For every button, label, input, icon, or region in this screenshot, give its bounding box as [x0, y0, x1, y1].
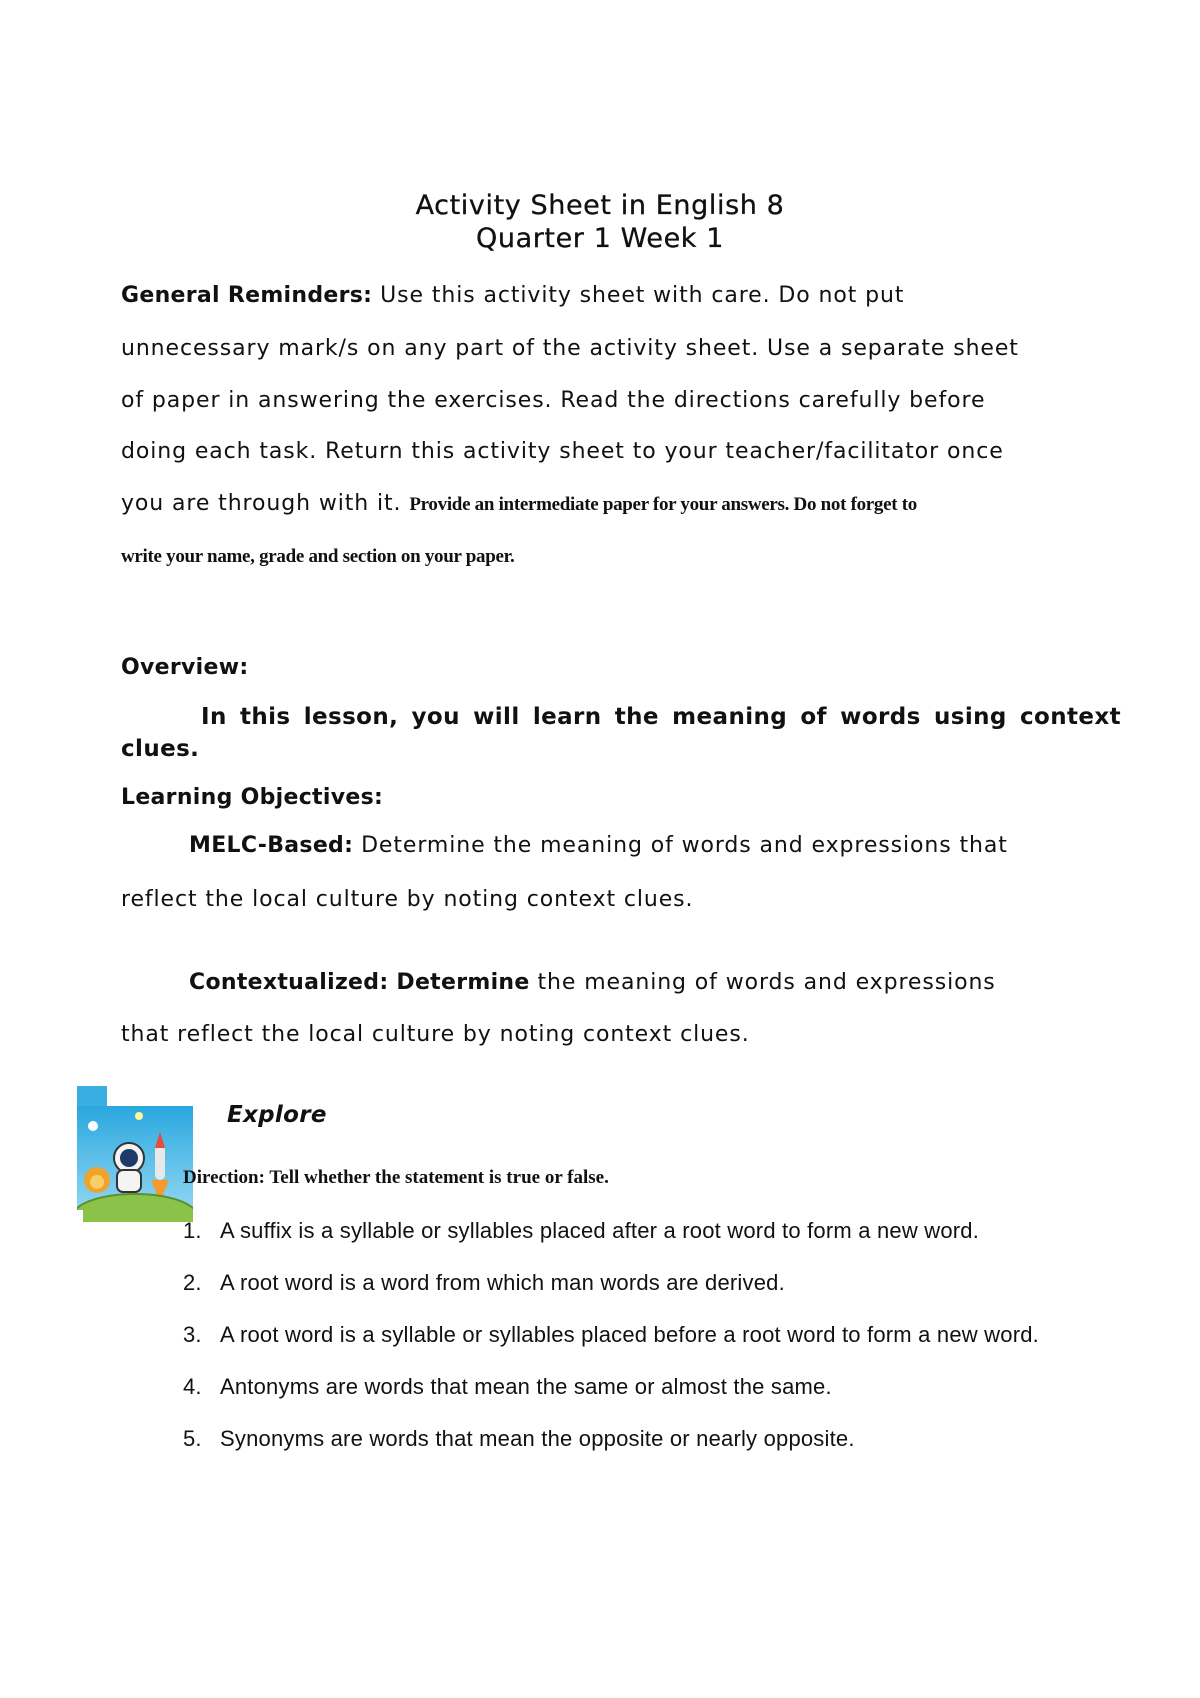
reminders-line-5	[121, 491, 917, 516]
objectives-heading: Learning Objectives:	[121, 785, 384, 810]
list-item	[183, 1205, 1140, 1257]
melc-text-1: Determine the meaning of words and expressions that	[353, 833, 1008, 858]
list-item	[183, 1309, 1140, 1361]
statement-list	[183, 1205, 1140, 1465]
reminders-line-4: doing each task. Return this activity sheet to your teacher/facilitator once	[121, 439, 1004, 464]
list-item-text: A root word is a word from which man words are derived.	[220, 1270, 785, 1295]
list-item-text: A suffix is a syllable or syllables placed after a root word to form a new word.	[220, 1218, 980, 1243]
melc-label: MELC-Based:	[189, 833, 354, 858]
reminders-line-1	[121, 283, 904, 308]
list-item-number: 4.	[183, 1374, 202, 1399]
reminders-text-1: Use this activity sheet with care. Do not put	[372, 283, 905, 308]
contextualized-text-1: the meaning of words and expressions	[529, 970, 996, 995]
page-subtitle: Quarter 1 Week 1	[476, 223, 724, 254]
reminders-text-5b: Provide an intermediate paper for your answers. Do not forget to	[409, 494, 917, 515]
list-item-number: 1.	[183, 1218, 202, 1243]
contextualized-line-1	[189, 970, 996, 995]
reminders-label: General Reminders:	[121, 283, 373, 308]
page-title: Activity Sheet in English 8	[415, 190, 785, 221]
list-item	[183, 1413, 1140, 1465]
list-item-number: 5.	[183, 1426, 202, 1451]
astronaut-illustration-icon	[77, 1086, 193, 1222]
list-item-text: Antonyms are words that mean the same or almost the same.	[220, 1374, 832, 1399]
list-item	[183, 1257, 1140, 1309]
reminders-line-3: of paper in answering the exercises. Read the directions carefully before	[121, 388, 986, 413]
list-item-number: 3.	[183, 1322, 202, 1347]
overview-heading: Overview:	[121, 655, 249, 680]
reminders-line-6: write your name, grade and section on your paper.	[121, 546, 515, 567]
overview-text: In this lesson, you will learn the meaning of words using context clues.	[121, 704, 1121, 762]
contextualized-label: Contextualized: Determine	[189, 970, 530, 995]
list-item-text: Synonyms are words that mean the opposite or nearly opposite.	[220, 1426, 855, 1451]
reminders-line-2: unnecessary mark/s on any part of the activity sheet. Use a separate sheet	[121, 336, 1019, 361]
list-item-text: A root word is a syllable or syllables placed before a root word to form a new word.	[220, 1322, 1039, 1347]
list-item	[183, 1361, 1140, 1413]
explore-direction: Direction: Tell whether the statement is true or false.	[183, 1167, 609, 1188]
reminders-text-5a: you are through with it.	[121, 491, 410, 516]
contextualized-line-2: that reflect the local culture by noting context clues.	[121, 1022, 750, 1047]
explore-heading: Explore	[227, 1102, 327, 1128]
melc-line-2: reflect the local culture by noting context clues.	[121, 887, 694, 912]
melc-line-1	[189, 833, 1008, 858]
list-item-number: 2.	[183, 1270, 202, 1295]
